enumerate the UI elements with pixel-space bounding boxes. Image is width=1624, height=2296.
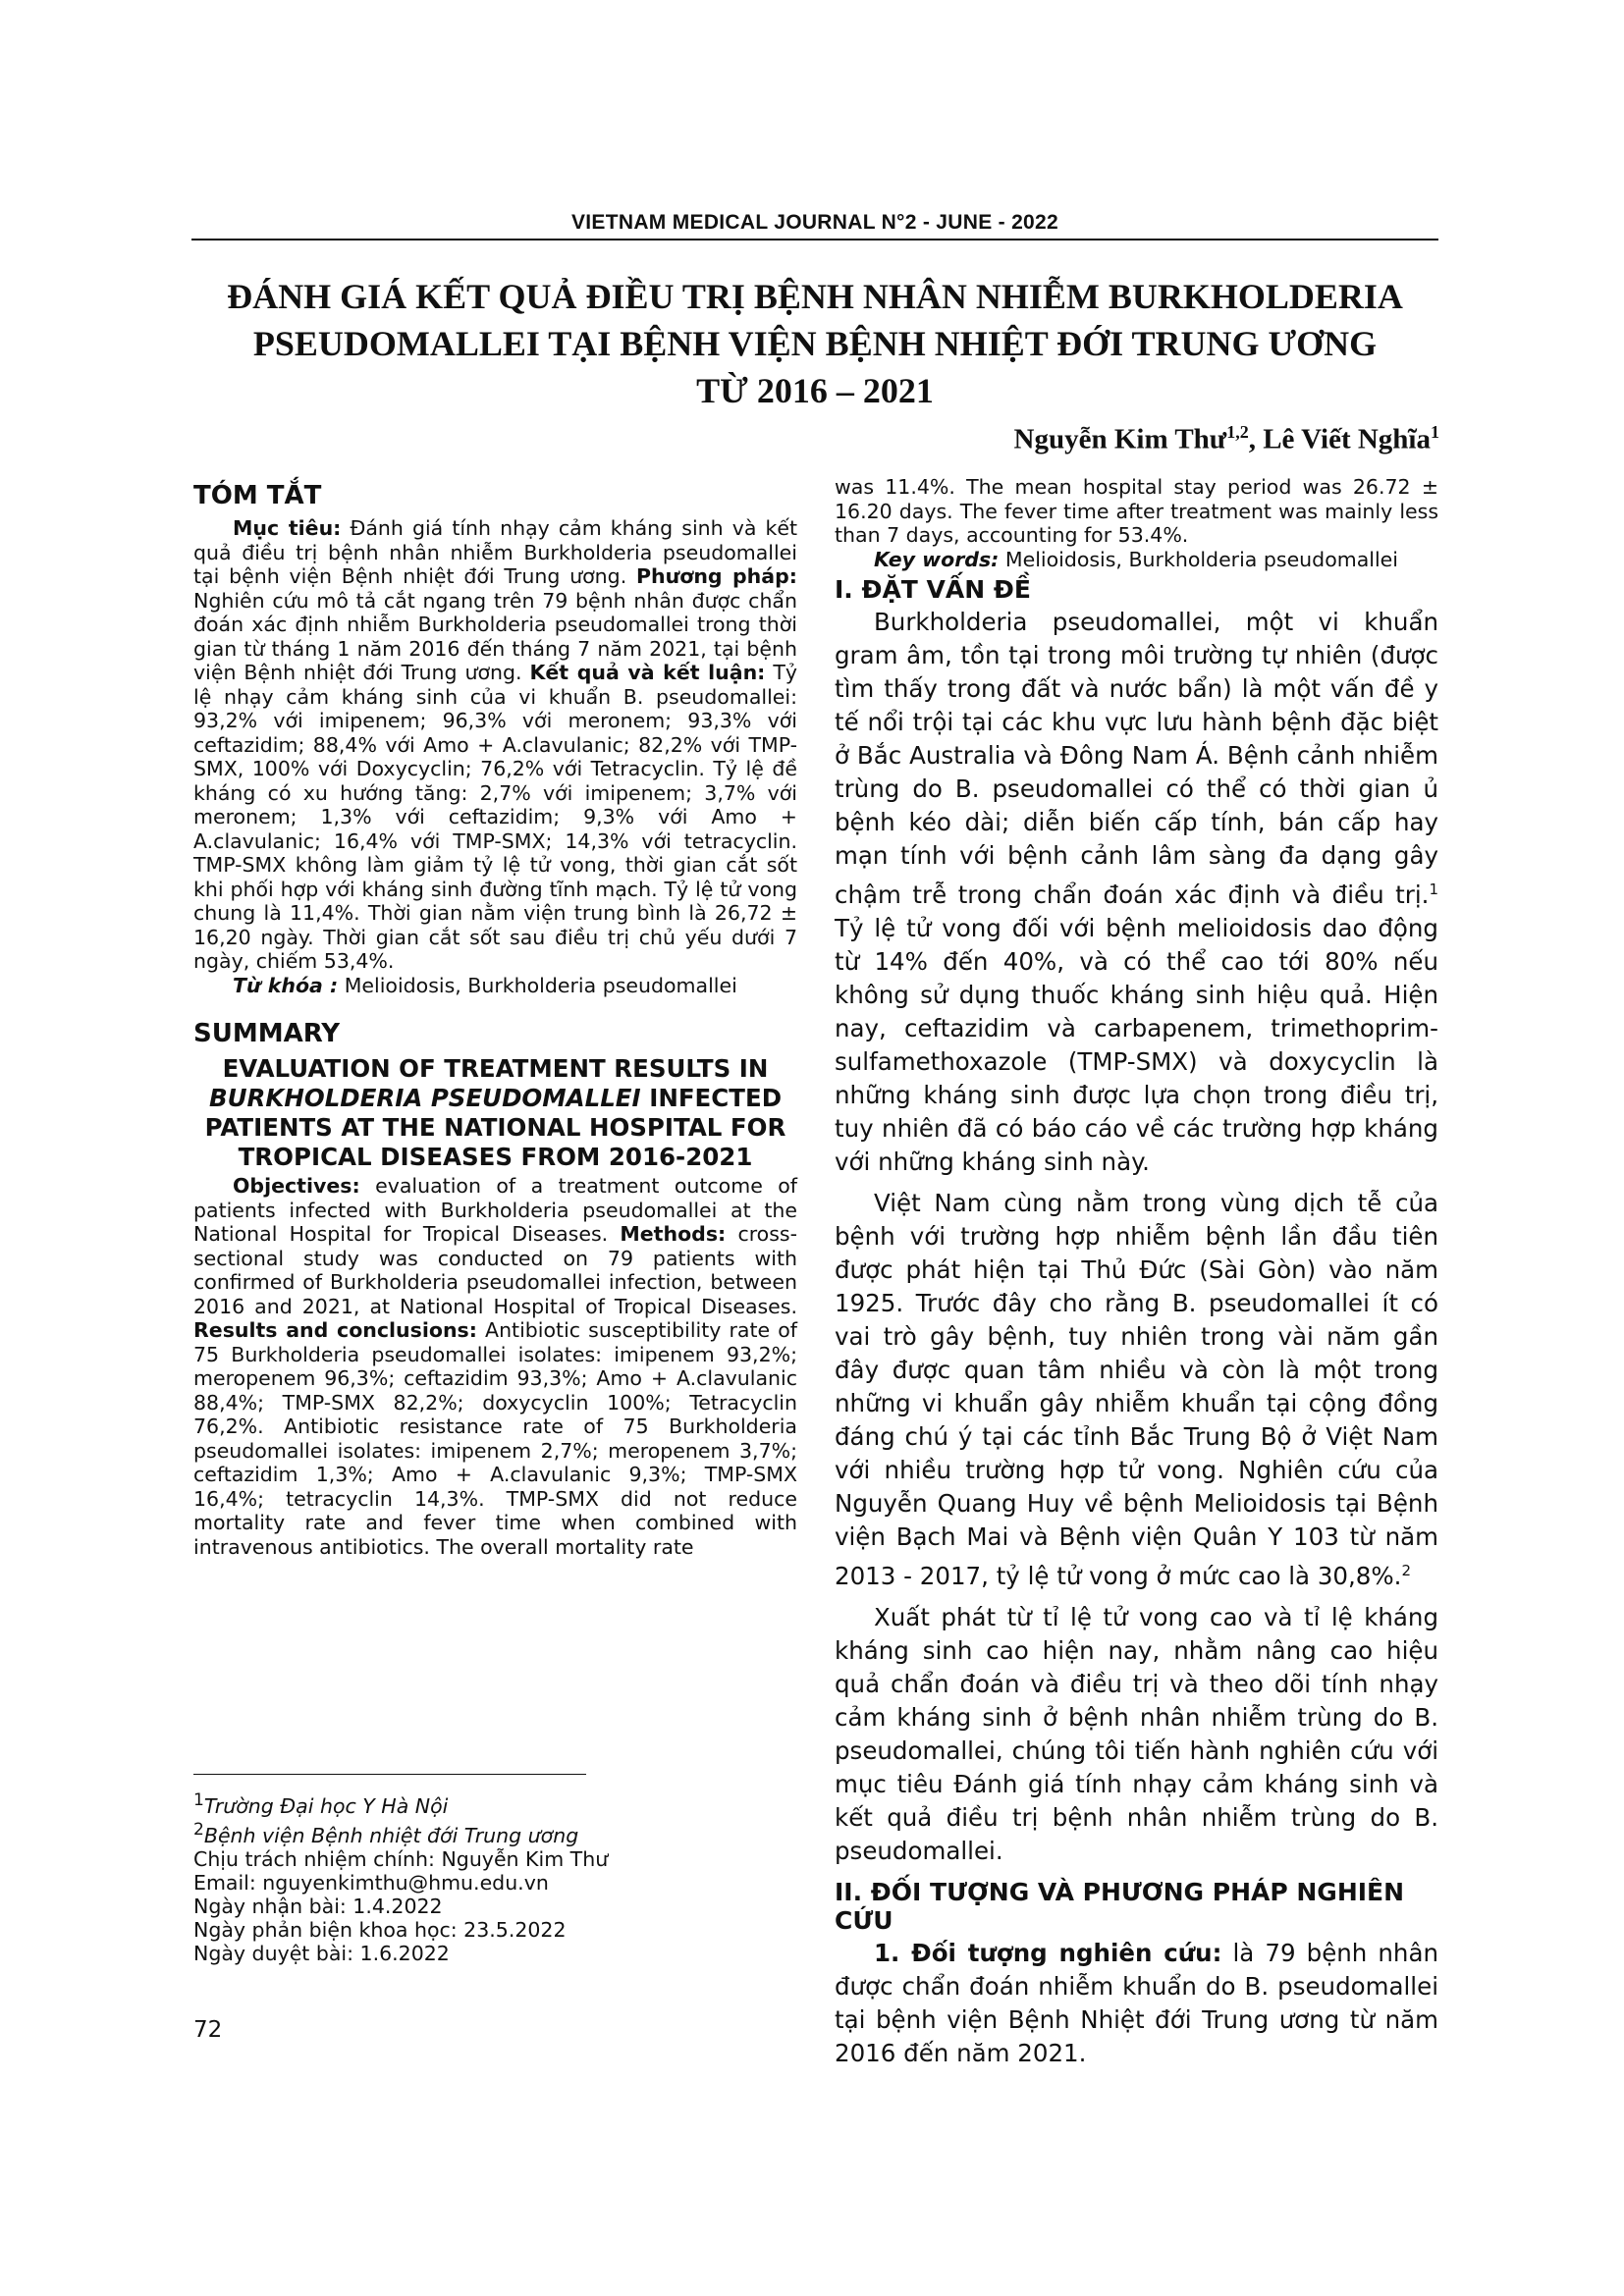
- citation-1: 1: [1429, 881, 1438, 898]
- objectives-label: Objectives:: [233, 1174, 360, 1198]
- summary-title: [193, 1054, 797, 1172]
- affiliation-1-number: 1: [193, 1790, 204, 1810]
- result-label: Kết quả và kết luận:: [529, 661, 766, 684]
- author-2-affiliation: 1: [1431, 422, 1439, 442]
- section-1-p1-text-b: Tỷ lệ tử vong đối với bệnh melioidosis dao động từ 14% đến 40%, và có thể cao tới 80% nếu không sử dụng thuốc kháng sinh hiệu quả. Hiện nay, ceftazidim và carbapenem, trimethoprim-sulfamethoxazole (TMP-SMX) và doxycyclin là những kháng sinh được lựa chọn trong điều trị, tuy nhiên đã có báo cáo về các trường hợp kháng với những kháng sinh này.: [835, 914, 1438, 1177]
- keywords-vi-text: Melioidosis, Burkholderia pseudomallei: [338, 973, 737, 997]
- affiliation-2: [193, 1818, 797, 1847]
- affiliation-2-text: Bệnh viện Bệnh nhiệt đới Trung ương: [203, 1823, 579, 1847]
- section-1-paragraph-3: Xuất phát từ tỉ lệ tử vong cao và tỉ lệ kháng kháng sinh cao hiện nay, nhằm nâng cao hiệu quả chẩn đoán và điều trị và theo dõi tính nhạy cảm kháng sinh ở bệnh nhân nhiễm trùng do B. pseudomallei, chúng tôi tiến hành nghiên cứu với mục tiêu Đánh giá tính nhạy cảm kháng sinh và kết quả điều trị bệnh nhân nhiễm trùng do B. pseudomallei.: [835, 1603, 1438, 1866]
- objective-label: Mục tiêu:: [233, 516, 342, 540]
- title-line-1: ĐÁNH GIÁ KẾT QUẢ ĐIỀU TRỊ BỆNH NHÂN NHIỄM BURKHOLDERIA: [227, 277, 1403, 316]
- abstract-vi-body: [193, 516, 797, 974]
- result-text: Tỷ lệ nhạy cảm kháng sinh của vi khuẩn B. pseudomallei: 93,2% với imipenem; 96,3% với meronem; 93,3% với ceftazidim; 88,4% với Amo + A.clavulanic; 82,2% với TMP-SMX, 100% với Doxycyclin; 76,2% với Tetracyclin. Tỷ lệ đề kháng có xu hướng tăng: 2,7% với imipenem; 3,7% với meronem; 1,3% với ceftazidim; 9,3% với Amo + A.clavulanic; 16,4% với TMP-SMX; 14,3% với tetracyclin. TMP-SMX không làm giảm tỷ lệ tử vong, thời gian cắt sốt khi phối hợp với kháng sinh đường tĩnh mạch. Tỷ lệ tử vong chung là 11,4%. Thời gian nằm viện trung bình là 26,72 ± 16,20 ngày. Thời gian cắt sốt sau điều trị chủ yếu dưới 7 ngày, chiếm 53,4%.: [193, 661, 798, 973]
- section-1-p1-text-a: Burkholderia pseudomallei, một vi khuẩn gram âm, tồn tại trong môi trường tự nhiên (được tìm thấy trong đất và nước bẩn) là một vấn đề y tế nổi trội tại các khu vực lưu hành bệnh đặc biệt ở Bắc Australia và Đông Nam Á. Bệnh cảnh nhiễm trùng do B. pseudomallei có thể có thời gian ủ bệnh kéo dài; diễn biến cấp tính, bán cấp hay mạn tính với bệnh cảnh lâm sàng đa dạng gây chậm trễ trong chẩn đoán xác định và điều trị.: [835, 608, 1438, 910]
- summary-continuation: was 11.4%. The mean hospital stay period was 26.72 ± 16.20 days. The fever time after treatment was mainly less than 7 days, accounting for 53.4%.: [835, 475, 1438, 547]
- citation-2: 2: [1401, 1562, 1411, 1580]
- summary-heading: SUMMARY: [193, 1019, 341, 1048]
- header-rule: [191, 239, 1438, 240]
- date-accepted: Ngày duyệt bài: 1.6.2022: [193, 1941, 450, 1965]
- results-label: Results and conclusions:: [193, 1318, 477, 1342]
- right-column: [835, 475, 1438, 2070]
- subsection-1-text: là 79 bệnh nhân được chẩn đoán nhiễm khuẩn do B. pseudomallei tại bệnh viện Bệnh Nhiệt đới Trung ương từ năm 2016 đến năm 2021.: [835, 1939, 1438, 2068]
- affiliation-1: [193, 1789, 797, 1818]
- keywords-vi-label: Từ khóa :: [233, 973, 339, 997]
- subsection-1-label: 1. Đối tượng nghiên cứu:: [874, 1939, 1222, 1968]
- keywords-en-text: Melioidosis, Burkholderia pseudomallei: [999, 547, 1398, 571]
- abstract-vi-heading: TÓM TẮT: [193, 481, 322, 510]
- date-reviewed: Ngày phản biện khoa học: 23.5.2022: [193, 1917, 567, 1942]
- corresponding-author: Chịu trách nhiệm chính: Nguyễn Kim Thư: [193, 1846, 609, 1871]
- page-number: 72: [193, 2017, 223, 2043]
- title-line-3: TỪ 2016 – 2021: [696, 371, 934, 410]
- summary-title-italic: BURKHOLDERIA PSEUDOMALLEI: [208, 1084, 641, 1112]
- email: Email: nguyenkimthu@hmu.edu.vn: [193, 1870, 549, 1895]
- section-1-heading: I. ĐẶT VẤN ĐỀ: [835, 575, 1031, 604]
- author-list: [1014, 422, 1439, 456]
- section-1-paragraph-2: [835, 1187, 1438, 1593]
- author-1-affiliation: 1,2: [1226, 422, 1249, 442]
- summary-keywords: [835, 548, 1438, 572]
- objective-text: Đánh giá tính nhạy cảm kháng sinh và kết quả điều trị bệnh nhân nhiễm Burkholderia pseudomallei tại bệnh viện Bệnh nhiệt đới Trung ương.: [193, 516, 797, 588]
- method-text: Nghiên cứu mô tả cắt ngang trên 79 bệnh nhân được chẩn đoán xác định nhiễm Burkholderia pseudomallei trong thời gian từ tháng 1 năm 2016 đến tháng 7 năm 2021, tại bệnh viện Bệnh nhiệt đới Trung ương.: [193, 588, 797, 684]
- keywords-en-label: Key words:: [874, 547, 1000, 571]
- section-2-paragraph-1: [835, 1937, 1438, 2070]
- summary-title-part2: INFECTED PATIENTS AT THE NATIONAL HOSPITAL FOR TROPICAL DISEASES FROM 2016-2021: [204, 1084, 786, 1171]
- left-column: [193, 481, 797, 1559]
- summary-body: [193, 1174, 797, 1559]
- affiliation-2-number: 2: [193, 1819, 204, 1840]
- date-received: Ngày nhận bài: 1.4.2022: [193, 1894, 443, 1918]
- results-text: Antibiotic susceptibility rate of 75 Burkholderia pseudomallei isolates: imipenem 93,2%; meropenem 96,3%; ceftazidim 93,3%; Amo + A.clavulanic 88,4%; TMP-SMX 82,2%; doxycyclin 100%; Tetracyclin 76,2%. Antibiotic resistance rate of 75 Burkholderia pseudomallei isolates: imipenem 2,7%; meropenem 3,7%; ceftazidim 1,3%; Amo + A.clavulanic 9,3%; TMP-SMX 16,4%; tetracyclin 14,3%. TMP-SMX did not reduce mortality rate and fever time when combined with intravenous antibiotics. The overall mortality rate: [193, 1318, 797, 1559]
- affiliation-1-text: Trường Đại học Y Hà Nội: [203, 1793, 449, 1818]
- author-1-name: Nguyễn Kim Thư: [1013, 423, 1227, 455]
- objectives-text: evaluation of a treatment outcome of patients infected with Burkholderia pseudomallei at the National Hospital for Tropical Diseases.: [193, 1174, 797, 1246]
- method-label: Phương pháp:: [636, 564, 797, 588]
- author-2-name: Lê Viết Nghĩa: [1263, 423, 1431, 455]
- title-line-2: PSEUDOMALLEI TẠI BỆNH VIỆN BỆNH NHIỆT ĐỚI TRUNG ƯƠNG: [252, 324, 1378, 363]
- footnotes: [193, 1789, 797, 1965]
- journal-running-head: VIETNAM MEDICAL JOURNAL N°2 - JUNE - 2022: [570, 211, 1058, 234]
- footnote-rule: [193, 1774, 586, 1775]
- section-2-heading: II. ĐỐI TƯỢNG VÀ PHƯƠNG PHÁP NGHIÊN CỨU: [835, 1878, 1405, 1936]
- article-title: [191, 273, 1438, 414]
- abstract-vi-keywords: [193, 974, 797, 998]
- author-separator: ,: [1248, 423, 1264, 455]
- methods-text: cross-sectional study was conducted on 79 patients with confirmed of Burkholderia pseudomallei infection, between 2016 and 2021, at National Hospital of Tropical Diseases.: [193, 1222, 797, 1318]
- methods-label: Methods:: [620, 1222, 727, 1246]
- section-1-p2-text: Việt Nam cùng nằm trong vùng dịch tễ của bệnh với trường hợp nhiễm bệnh lần đầu tiên được phát hiện tại Thủ Đức (Sài Gòn) vào năm 1925. Trước đây cho rằng B. pseudomallei ít có vai trò gây bệnh, tuy nhiên trong vài năm gần đây được quan tâm nhiều và còn là một trong những vi khuẩn gây nhiễm khuẩn tại cộng đồng đáng chú ý tại các tỉnh Bắc Trung Bộ ở Việt Nam với nhiều trường hợp tử vong. Nghiên cứu của Nguyễn Quang Huy về bệnh Melioidosis tại Bệnh viện Bạch Mai và Bệnh viện Quân Y 103 từ năm 2013 - 2017, tỷ lệ tử vong ở mức cao là 30,8%.: [835, 1189, 1438, 1591]
- section-1-paragraph-1: [835, 606, 1438, 1179]
- summary-title-part1: EVALUATION OF TREATMENT RESULTS IN: [222, 1054, 769, 1083]
